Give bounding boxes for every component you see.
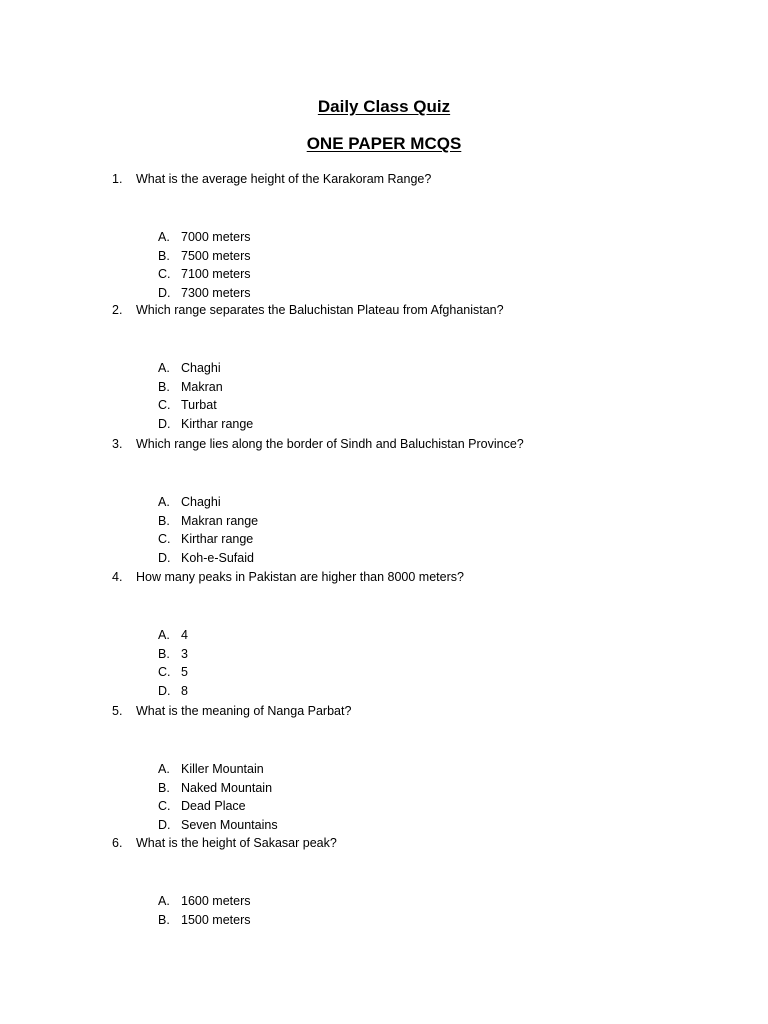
option-letter: B. [158, 248, 170, 263]
option-text: Turbat [181, 398, 217, 413]
option-letter: A. [158, 894, 170, 908]
option-letter: B. [158, 513, 170, 528]
option-letter: A. [158, 628, 170, 642]
option-letter: B. [158, 780, 170, 795]
question-number: 5. [112, 704, 123, 718]
option-text: Makran range [181, 513, 259, 528]
question-number: 4. [112, 570, 123, 584]
question-text: Which range lies along the border of Sindh and Baluchistan Province? [136, 437, 524, 451]
option-letter: B. [158, 379, 170, 394]
option-letter: C. [158, 267, 171, 282]
option-letter: C. [158, 532, 171, 547]
option-text: Chaghi [181, 495, 221, 509]
option-letter: D. [158, 551, 171, 566]
option-text: 7100 meters [181, 267, 251, 282]
option-text: 5 [181, 665, 188, 680]
option-letter: A. [158, 495, 170, 509]
option-text: Naked Mountain [181, 780, 273, 795]
option-text: 1600 meters [181, 894, 251, 908]
question-text: What is the average height of the Karakoram Range? [136, 172, 432, 186]
question-text: What is the height of Sakasar peak? [136, 836, 337, 850]
option-text: Makran [181, 379, 223, 394]
page-subtitle: ONE PAPER MCQS [306, 134, 462, 153]
option-text: Koh-e-Sufaid [181, 551, 254, 566]
question-number: 3. [112, 437, 123, 451]
option-text: 8 [181, 684, 188, 699]
option-text: Kirthar range [181, 417, 254, 432]
option-letter: A. [158, 230, 170, 244]
option-letter: D. [158, 417, 171, 432]
option-text: Kirthar range [181, 532, 254, 547]
question-text: How many peaks in Pakistan are higher than 8000 meters? [136, 570, 464, 584]
option-letter: D. [158, 818, 171, 833]
option-text: 3 [181, 646, 188, 661]
option-letter: C. [158, 398, 171, 413]
question-number: 1. [112, 172, 123, 186]
page-title: Daily Class Quiz [317, 97, 451, 116]
question-number: 2. [112, 303, 123, 317]
option-text: Killer Mountain [181, 762, 264, 776]
option-letter: A. [158, 762, 170, 776]
option-text: Chaghi [181, 361, 221, 375]
question-text: Which range separates the Baluchistan Plateau from Afghanistan? [136, 303, 504, 317]
question-text: What is the meaning of Nanga Parbat? [136, 704, 352, 718]
option-text: 1500 meters [181, 912, 251, 927]
option-letter: B. [158, 646, 170, 661]
option-text: Seven Mountains [181, 818, 278, 833]
option-letter: B. [158, 912, 170, 927]
option-text: Dead Place [181, 799, 246, 814]
option-letter: C. [158, 665, 171, 680]
question-number: 6. [112, 836, 123, 850]
option-text: 7000 meters [181, 230, 251, 244]
option-letter: C. [158, 799, 171, 814]
option-letter: A. [158, 361, 170, 375]
option-letter: D. [158, 286, 171, 301]
option-text: 7300 meters [181, 286, 251, 301]
option-text: 7500 meters [181, 248, 251, 263]
option-letter: D. [158, 684, 171, 699]
option-text: 4 [181, 628, 188, 642]
